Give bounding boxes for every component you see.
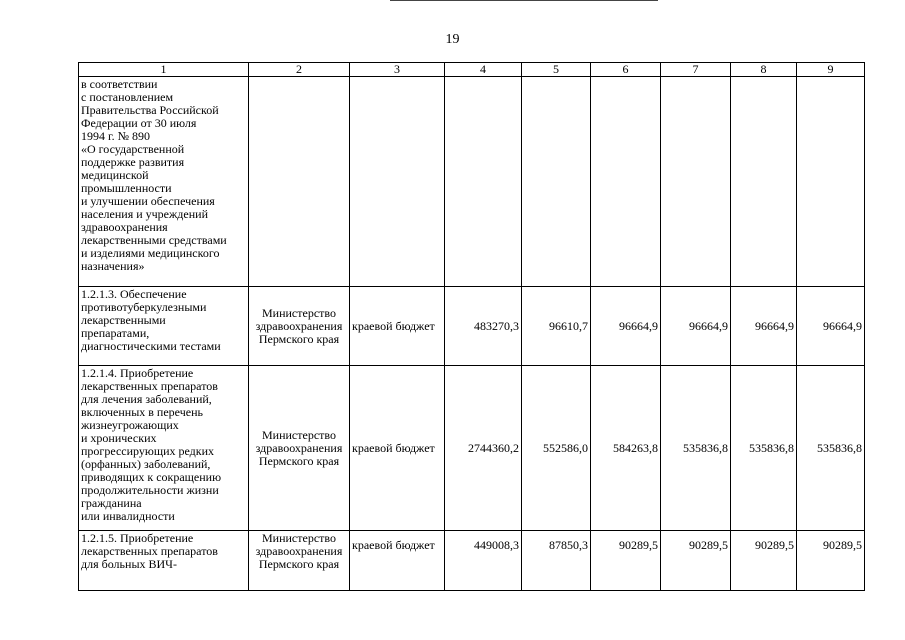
row-value: 584263,8	[591, 366, 661, 531]
row-value: 535836,8	[731, 366, 797, 531]
row-description: 1.2.1.5. Приобретение лекарственных препаратов для больных ВИЧ-	[79, 531, 249, 591]
row-funding-source	[350, 77, 445, 287]
column-header: 2	[249, 63, 350, 77]
table-row	[79, 366, 865, 531]
table-row	[79, 77, 865, 287]
row-value	[661, 77, 731, 287]
row-value	[731, 77, 797, 287]
row-value: 90289,5	[731, 531, 797, 591]
column-header: 6	[591, 63, 661, 77]
row-value	[797, 77, 865, 287]
row-value: 87850,3	[522, 531, 591, 591]
row-value: 90289,5	[797, 531, 865, 591]
row-description: 1.2.1.4. Приобретение лекарственных препаратов для лечения заболеваний, включенных в перечень жизнеугрожающих и хронических прогрессирующих редких (орфанных) заболеваний, приводящих к сокращению продолжительности жизни гражданина или инвалидности	[79, 366, 249, 531]
row-executor: Министерство здравоохранения Пермского края	[249, 287, 350, 366]
row-executor: Министерство здравоохранения Пермского края	[249, 366, 350, 531]
row-value	[522, 77, 591, 287]
row-value: 96610,7	[522, 287, 591, 366]
row-executor: Министерство здравоохранения Пермского края	[249, 531, 350, 591]
row-value: 483270,3	[445, 287, 522, 366]
column-header: 1	[79, 63, 249, 77]
column-header: 3	[350, 63, 445, 77]
row-funding-source: краевой бюджет	[350, 366, 445, 531]
row-value	[591, 77, 661, 287]
row-value	[445, 77, 522, 287]
row-executor	[249, 77, 350, 287]
program-table	[78, 62, 865, 591]
row-value: 90289,5	[661, 531, 731, 591]
column-header: 9	[797, 63, 865, 77]
row-description: 1.2.1.3. Обеспечение противотуберкулезными лекарственными препаратами, диагностическими тестами	[79, 287, 249, 366]
row-value: 2744360,2	[445, 366, 522, 531]
row-value: 535836,8	[797, 366, 865, 531]
row-value: 96664,9	[661, 287, 731, 366]
row-value: 552586,0	[522, 366, 591, 531]
row-value: 90289,5	[591, 531, 661, 591]
page-number: 19	[445, 32, 460, 47]
row-value: 96664,9	[731, 287, 797, 366]
row-description: в соответствии с постановлением Правительства Российской Федерации от 30 июля 1994 г. № 890 «О государственной поддержке развития медицинской промышленности и улучшении обеспечения населения и учреждений здравоохранения лекарственными средствами и изделиями медицинского назначения»	[79, 77, 249, 287]
row-value: 96664,9	[591, 287, 661, 366]
column-header: 8	[731, 63, 797, 77]
row-value: 96664,9	[797, 287, 865, 366]
column-header: 4	[445, 63, 522, 77]
table-header-row	[79, 63, 865, 77]
row-funding-source: краевой бюджет	[350, 287, 445, 366]
table-row	[79, 287, 865, 366]
column-header: 7	[661, 63, 731, 77]
row-value: 449008,3	[445, 531, 522, 591]
row-funding-source: краевой бюджет	[350, 531, 445, 591]
column-header: 5	[522, 63, 591, 77]
top-rule	[390, 0, 658, 1]
table-row	[79, 531, 865, 591]
row-value: 535836,8	[661, 366, 731, 531]
